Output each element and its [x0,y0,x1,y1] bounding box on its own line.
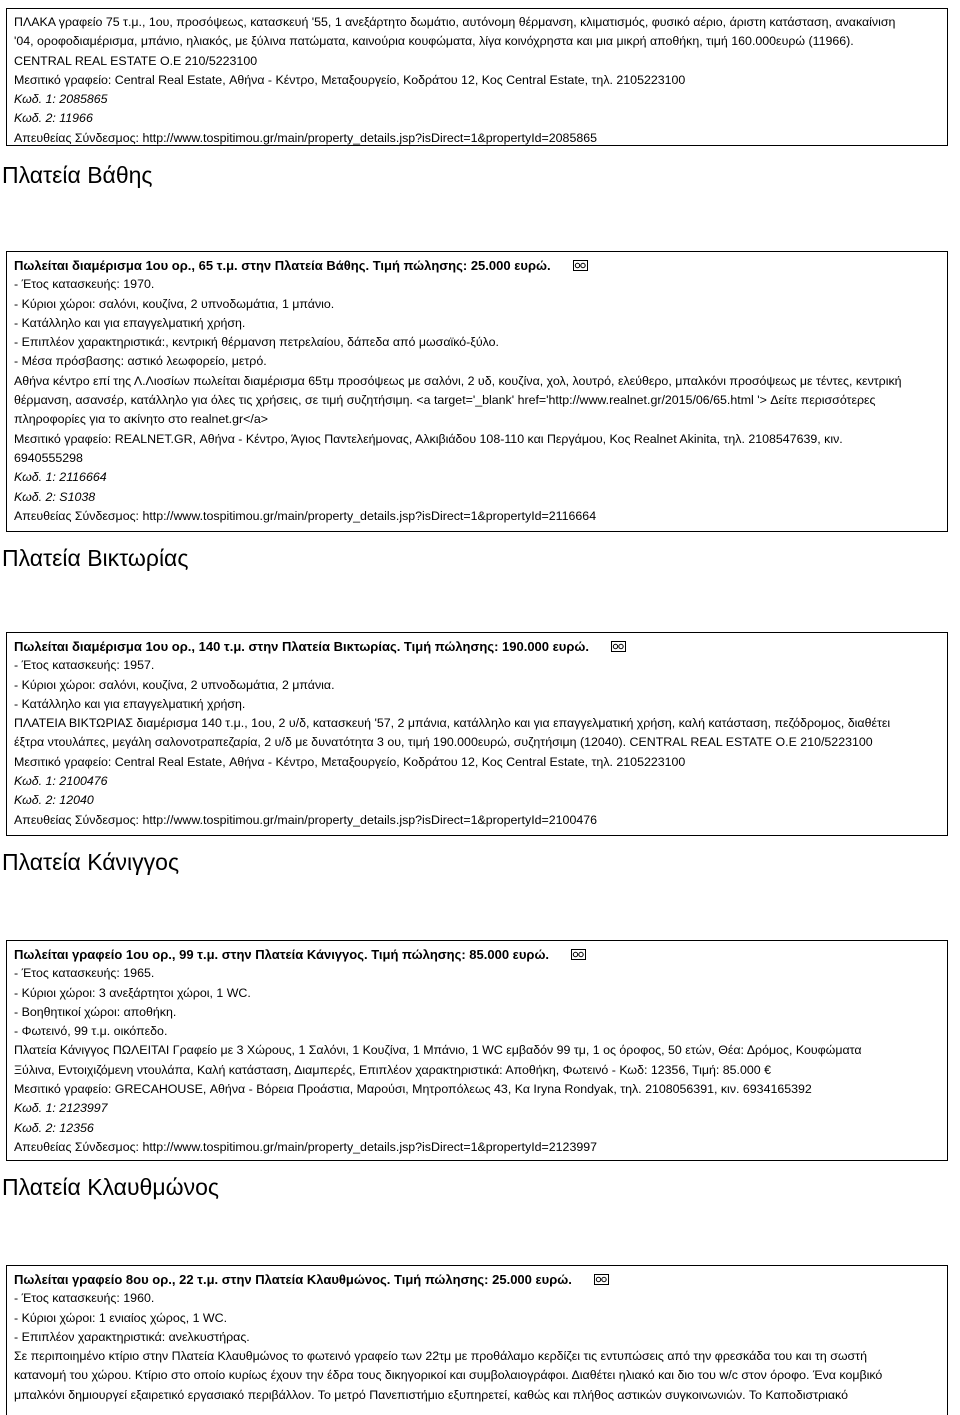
feature-line: - Έτος κατασκευής: 1957. [14,658,155,673]
direct-link[interactable]: Απευθείας Σύνδεσμος: http://www.tospitimou.gr/main/property_details.jsp?isDirect=1&propertyId=2085865 [14,130,598,145]
listing-title [14,256,947,275]
feature-line: - Κύριοι χώροι: σαλόνι, κουζίνα, 2 υπνοδωμάτια, 2 μπάνια. [14,677,335,692]
listing-box [6,251,948,532]
feature-line: - Έτος κατασκευής: 1970. [14,277,155,292]
code-2: Κωδ. 2: 12356 [14,1120,94,1135]
description-line: Πλατεία Κάνιγγος ΠΩΛΕΙΤΑΙ Γραφείο με 3 Χώρους, 1 Σαλόνι, 1 Κουζίνα, 1 Μπάνιο, 1 WC εμβαδόν 99 τμ, 1 ος όροφος, 50 ετών, Θέα: Δρόμος, Κουφώματα [14,1043,862,1058]
feature-line: - Επιπλέον χαρακτηριστικά:, κεντρική θέρμανση πετρελαίου, δάπεδα από μωσαϊκό-ξύλο. [14,335,499,350]
feature-line: - Έτος κατασκευής: 1965. [14,966,155,981]
description-line: Μεσιτικό γραφείο: GRECAHOUSE, Αθήνα - Βόρεια Προάστια, Μαρούσι, Μητροπόλεως 43, Κα Iryna Rondyak, τηλ. 2108056391, κιν. 6934165392 [14,1082,812,1097]
listing-title-text: Πωλείται γραφείο 1ου ορ., 99 τ.μ. στην Πλατεία Κάνιγγος. Τιμή πώλησης: 85.000 ευρώ. [14,947,550,962]
feature-line: - Επιπλέον χαρακτηριστικά: ανελκυστήρας. [14,1329,250,1344]
description-line: θέρμανση, ασανσέρ, κατάλληλο για όλες τις χρήσεις, σε τιμή συζητήσιμη. <a target='_blank' href='http://www.realnet.gr/2015/06/65.html '> Δείτε περισσότερες [14,393,876,408]
listing-title [14,1270,947,1289]
feature-line: - Έτος κατασκευής: 1960. [14,1291,155,1306]
description-line: Ξύλινα, Εντοιχιζόμενη ντουλάπα, Καλή κατάσταση, Διαμπερές, Επιπλέον χαρακτηριστικά: Αποθήκη, Φωτεινό - Κωδ: 12356, Τιμή: 85.000 € [14,1062,772,1077]
intro-text-line: ΠΛΑΚΑ γραφείο 75 τ.μ., 1ου, προσόψεως, κατασκευή '55, 1 ανεξάρτητο δωμάτιο, αυτόνομη θέρμανση, κλιματισμός, φυσικό αέριο, άριστη κατάσταση, ανακαίνιση [14,15,896,29]
direct-link[interactable]: Απευθείας Σύνδεσμος: http://www.tospitimou.gr/main/property_details.jsp?isDirect=1&propertyId=2123997 [14,1139,598,1154]
section-heading: Πλατεία Κλαυθμώνος [2,1174,219,1200]
section-heading: Πλατεία Βικτωρίας [2,545,189,571]
feature-line: - Κύριοι χώροι: 1 ενιαίος χώρος, 1 WC. [14,1310,228,1325]
intro-text-line: '04, οροφοδιαμέρισμα, μπάνιο, ηλιακός, με ξύλινα πατώματα, καινούρια κουφώματα, λίγα κοινόχρηστα και μια μικρή αποθήκη, τιμή 160.000ευρώ (11966). [14,34,854,49]
listing-box [6,1265,948,1415]
description-line: κατανομή του χώρου. Κτίριο στο οποίο κυρίως έχουν την έδρα τους δικηγορικοί και συμβολαιογράφοι. Διαθέτει ηλιακό και διο του w/c στον όροφο. Ένα κομβικό [14,1368,883,1383]
section-heading: Πλατεία Κάνιγγος [2,849,180,875]
feature-line: - Κύριοι χώροι: 3 ανεξάρτητοι χώροι, 1 WC. [14,985,251,1000]
description-line: Αθήνα κέντρο επί της Λ.Λιοσίων πωλείται διαμέρισμα 65τμ προσόψεως με σαλόνι, 2 υδ, κουζίνα, χολ, λουτρό, ελεύθερο, μπαλκόνι προσόψεως με τέντες, κεντρική [14,373,902,388]
intro-text-line: Μεσιτικό γραφείο: Central Real Estate, Αθήνα - Κέντρο, Μεταξουργείο, Κοδράτου 12, Κος Central Estate, τηλ. 2105223100 [14,72,686,87]
code-1: Κωδ. 1: 2085865 [14,92,108,107]
intro-text-line: CENTRAL REAL ESTATE O.E 210/5223100 [14,53,258,68]
feature-line: - Κατάλληλο και για επαγγελματική χρήση. [14,315,246,330]
feature-line: - Κύριοι χώροι: σαλόνι, κουζίνα, 2 υπνοδωμάτια, 1 μπάνιο. [14,296,335,311]
video-camera-icon[interactable] [594,1274,609,1285]
description-line: ΠΛΑΤΕΙΑ ΒΙΚΤΩΡΙΑΣ διαμέρισμα 140 τ.μ., 1ου, 2 υ/δ, κατασκευή '57, 2 μπάνια, κατάλληλο και για επαγγελματική χρήση, καλή κατάσταση, πεζόδρομος, διαθέτει [14,716,891,731]
section-heading: Πλατεία Βάθης [2,162,153,188]
listing-box [6,940,948,1161]
code-1: Κωδ. 1: 2100476 [14,774,108,789]
listing-title-text: Πωλείται γραφείο 8ου ορ., 22 τ.μ. στην Πλατεία Κλαυθμώνος. Τιμή πώλησης: 25.000 ευρώ. [14,1272,572,1287]
listing-title-text: Πωλείται διαμέρισμα 1ου ορ., 65 τ.μ. στην Πλατεία Βάθης. Τιμή πώλησης: 25.000 ευρώ. [14,258,551,273]
description-line: Μεσιτικό γραφείο: Central Real Estate, Αθήνα - Κέντρο, Μεταξουργείο, Κοδράτου 12, Κος Central Estate, τηλ. 2105223100 [14,754,686,769]
video-camera-icon[interactable] [611,641,626,652]
listing-title [14,637,947,656]
feature-line: - Βοηθητικοί χώροι: αποθήκη. [14,1004,177,1019]
description-line: έξτρα ντουλάπες, μεγάλη σαλονοτραπεζαρία, 2 υ/δ με δυνατότητα 3 ου, τιμή 190.000ευρώ, συζητήσιμη (12040). CENTRAL REAL ESTATE O.E 210/5223100 [14,735,873,750]
description-line: πληροφορίες για το ακίνητο στο realnet.gr</a> [14,412,268,427]
code-2: Κωδ. 2: 12040 [14,793,94,808]
direct-link[interactable]: Απευθείας Σύνδεσμος: http://www.tospitimou.gr/main/property_details.jsp?isDirect=1&propertyId=2116664 [14,508,597,523]
feature-line: - Φωτεινό, 99 τ.μ. οικόπεδο. [14,1024,168,1039]
description-line: μπαλκόνι δημιουργεί εξαιρετικό εργασιακό περιβάλλον. Το μετρό Πανεπιστήμιο εξυπηρετεί, καθώς και πλήθος αστικών συγκοινωνιών. Το Καποδιστριακό [14,1387,848,1402]
feature-line: - Μέσα πρόσβασης: αστικό λεωφορείο, μετρό. [14,354,267,369]
description-line: Σε περιποιημένο κτίριο στην Πλατεία Κλαυθμώνος το φωτεινό γραφείο των 22τμ με προθάλαμο κερδίζει τις εντυπώσεις από την φρεσκάδα του και τη σωστή [14,1349,867,1364]
description-line: 6940555298 [14,450,83,465]
code-1: Κωδ. 1: 2116664 [14,470,107,485]
code-2: Κωδ. 2: 11966 [14,111,93,126]
feature-line: - Κατάλληλο και για επαγγελματική χρήση. [14,696,246,711]
direct-link[interactable]: Απευθείας Σύνδεσμος: http://www.tospitimou.gr/main/property_details.jsp?isDirect=1&propertyId=2100476 [14,812,598,827]
code-1: Κωδ. 1: 2123997 [14,1101,108,1116]
listing-title [14,945,947,964]
video-camera-icon[interactable] [573,260,588,271]
video-camera-icon[interactable] [571,949,586,960]
listing-box [6,632,948,836]
code-2: Κωδ. 2: S1038 [14,489,96,504]
intro-listing-box [6,8,948,146]
description-line: Μεσιτικό γραφείο: REALNET.GR, Αθήνα - Κέντρο, Άγιος Παντελεήμονας, Αλκιβιάδου 108-110 και Περγάμου, Κος Realnet Akinita, τηλ. 2108547639, κιν. [14,431,843,446]
listing-title-text: Πωλείται διαμέρισμα 1ου ορ., 140 τ.μ. στην Πλατεία Βικτωρίας. Τιμή πώλησης: 190.000 ευρώ. [14,639,590,654]
